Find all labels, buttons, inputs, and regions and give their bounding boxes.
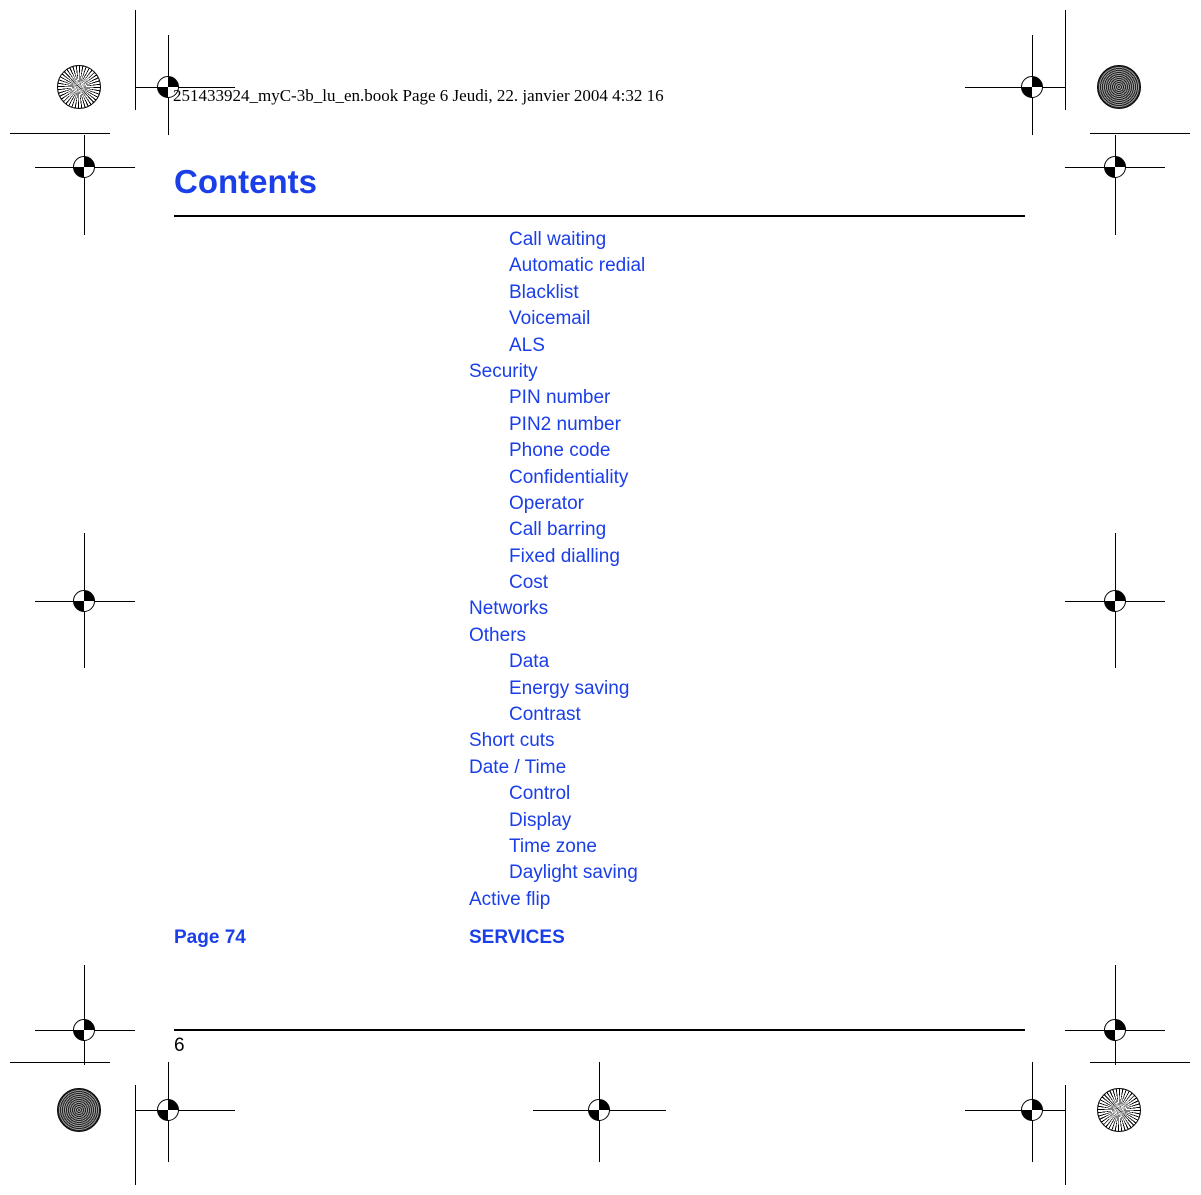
- toc-entry[interactable]: Cost: [509, 572, 549, 594]
- toc-entry[interactable]: Data: [509, 651, 550, 673]
- toc-entry[interactable]: Others: [469, 624, 527, 646]
- section-name[interactable]: SERVICES: [469, 927, 565, 948]
- registration-mark-icon: [73, 590, 95, 612]
- page-title: Contents: [174, 163, 317, 200]
- color-wheel-icon: [57, 1088, 101, 1132]
- toc-entry[interactable]: Call waiting: [509, 229, 607, 250]
- toc-entry[interactable]: PIN number: [509, 387, 611, 409]
- toc-entry[interactable]: Contrast: [509, 704, 581, 726]
- toc-entry[interactable]: Energy saving: [509, 677, 630, 699]
- toc-entry[interactable]: Voicemail: [509, 308, 591, 330]
- toc-entry[interactable]: ALS: [509, 334, 545, 356]
- toc-entry[interactable]: Blacklist: [509, 281, 579, 303]
- toc-entry[interactable]: Security: [469, 360, 538, 382]
- crop-line: [1065, 10, 1066, 110]
- crop-line: [135, 1110, 235, 1111]
- toc-entry[interactable]: Automatic redial: [509, 255, 646, 277]
- color-wheel-icon: [1097, 65, 1141, 109]
- toc-entry[interactable]: Time zone: [509, 835, 597, 857]
- crop-line: [135, 1085, 136, 1185]
- crop-line: [1065, 1085, 1066, 1185]
- crop-line: [10, 1062, 110, 1063]
- toc-entry[interactable]: Active flip: [469, 888, 551, 910]
- registration-mark-icon: [1104, 1019, 1126, 1041]
- registration-mark-icon: [1021, 1099, 1043, 1121]
- crop-line: [10, 133, 110, 134]
- toc-entry[interactable]: Date / Time: [469, 756, 567, 778]
- registration-mark-icon: [73, 156, 95, 178]
- toc-entry[interactable]: Short cuts: [469, 730, 555, 752]
- crop-line: [1090, 133, 1190, 134]
- registration-mark-icon: [1021, 76, 1043, 98]
- toc-entry[interactable]: Phone code: [509, 440, 611, 462]
- crop-line: [1115, 965, 1116, 1065]
- crop-line: [1090, 1062, 1190, 1063]
- crop-line: [135, 10, 136, 110]
- crop-line: [84, 135, 85, 235]
- registration-mark-icon: [1104, 590, 1126, 612]
- toc-list: [469, 227, 645, 913]
- color-wheel-icon: [57, 65, 101, 109]
- crop-line: [1115, 135, 1116, 235]
- section-page-ref[interactable]: Page 74: [174, 927, 246, 948]
- toc-entry[interactable]: PIN2 number: [509, 413, 621, 435]
- crop-line: [965, 1110, 1065, 1111]
- registration-mark-icon: [588, 1099, 610, 1121]
- toc-entry[interactable]: Networks: [469, 598, 549, 620]
- title-rule: [174, 215, 1025, 217]
- toc-entry[interactable]: Control: [509, 783, 571, 805]
- toc-entry[interactable]: Fixed dialling: [509, 545, 620, 567]
- registration-mark-icon: [73, 1019, 95, 1041]
- toc-entry[interactable]: Display: [509, 809, 572, 831]
- registration-mark-icon: [157, 1099, 179, 1121]
- page-number: 6: [174, 1035, 185, 1056]
- footer-rule: [174, 1029, 1025, 1031]
- crop-line: [84, 965, 85, 1065]
- toc-entry[interactable]: Call barring: [509, 519, 607, 541]
- print-info-header: 251433924_myC-3b_lu_en.book Page 6 Jeudi, 22. janvier 2004 4:32 16: [173, 86, 664, 105]
- toc-entry[interactable]: Confidentiality: [509, 466, 629, 488]
- toc-entry[interactable]: Daylight saving: [509, 862, 638, 884]
- registration-mark-icon: [1104, 156, 1126, 178]
- toc-entry[interactable]: Operator: [509, 492, 584, 514]
- color-wheel-icon: [1097, 1088, 1141, 1132]
- crop-line: [965, 87, 1065, 88]
